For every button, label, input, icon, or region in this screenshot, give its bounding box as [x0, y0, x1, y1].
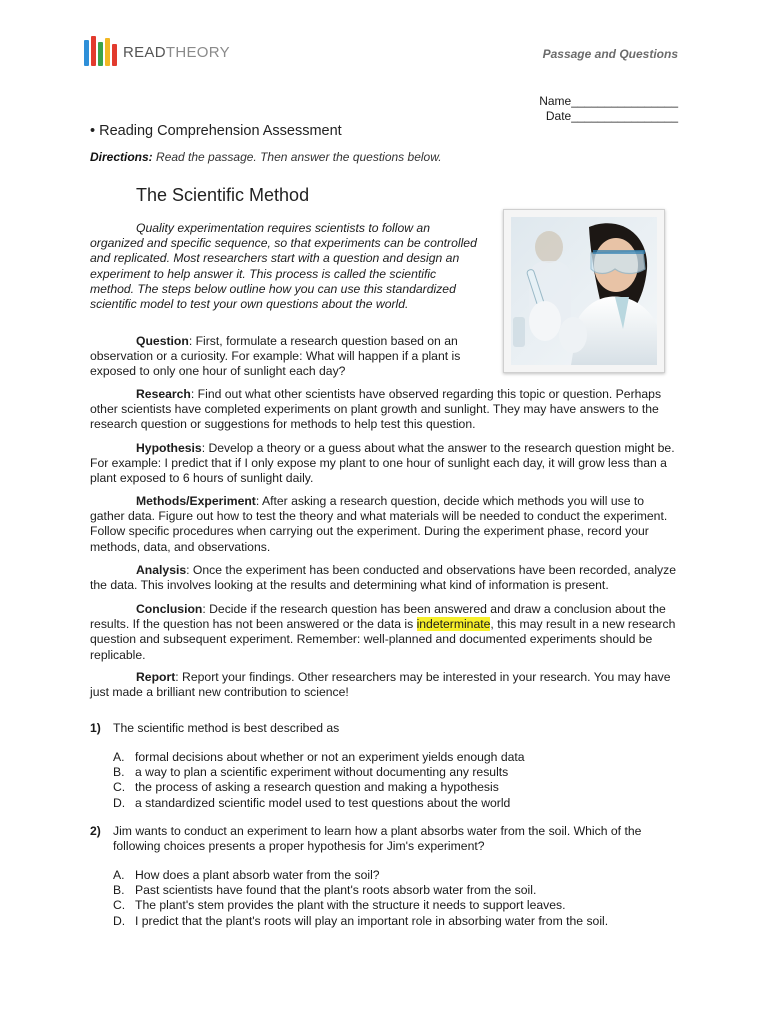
step-analysis: [90, 563, 680, 593]
step-research-term: Research: [136, 387, 191, 401]
readtheory-logo: [84, 34, 230, 66]
option-text: I predict that the plant's roots will play an important role in absorbing water from the soil.: [135, 913, 609, 928]
step-conclusion-text-a: : Decide if the research question has been answered and draw a conclusion about the results. If the question has not been answered or the data is: [90, 602, 666, 632]
assessment-title: • Reading Comprehension Assessment: [90, 123, 342, 139]
answer-option[interactable]: [113, 796, 680, 811]
answer-option[interactable]: [113, 898, 680, 913]
step-research-text: : Find out what other scientists have observed regarding this topic or question. Perhaps other scientists have completed experiments on plant growth and sunlight. They may have answers to the research question or suggestions for methods to help test this question.: [90, 387, 662, 432]
passage-intro: Quality experimentation requires scientists to follow an organized and specific sequence, so that experiments can be controlled and replicated. Most researchers start with a question and design an experiment to help answer it. This process is called the scientific method. The steps below outline how you can use this standardized scientific model to test your own questions about the world.: [90, 221, 477, 312]
answer-option[interactable]: [113, 765, 680, 780]
step-question-text: : First, formulate a research question based on an observation or a curiosity. For example: What will happen if a plant is exposed to only one hour of sunlight each day?: [90, 334, 461, 379]
step-hypothesis: [90, 441, 680, 487]
answer-option[interactable]: [113, 868, 680, 883]
highlighted-word: indeterminate: [416, 617, 491, 632]
step-analysis-text: : Once the experiment has been conducted and observations have been recorded, analyze the data. This involves looking at the results and determining what kind of information is present.: [90, 563, 676, 593]
scientist-image: [511, 217, 657, 365]
option-text: formal decisions about whether or not an experiment yields enough data: [135, 750, 525, 764]
step-hypothesis-text: : Develop a theory or a guess about what the answer to the research question might be. For example: I predict that if I only expose my plant to one hour of sunlight each day, it will grow less than a plant exposed to 6 hours of sunlight daily.: [90, 441, 675, 486]
directions-label: Directions:: [90, 150, 153, 164]
option-text: Past scientists have found that the plant's roots absorb water from the soil.: [135, 883, 537, 898]
option-letter: D.: [113, 913, 126, 928]
logo-wordmark: READTHEORY: [123, 43, 230, 61]
scientist-photo: [503, 209, 665, 373]
name-line: Name________________: [539, 94, 678, 108]
step-analysis-term: Analysis: [136, 563, 187, 577]
step-conclusion-term: Conclusion: [136, 602, 203, 616]
question-text: Jim wants to conduct an experiment to learn how a plant absorbs water from the soil. Which of the following choices presents a proper hypothesis for Jim's experiment?: [113, 824, 642, 854]
option-letter: C.: [113, 780, 126, 795]
step-report: [90, 670, 680, 700]
question-text: The scientific method is best described as: [113, 721, 340, 735]
page-header: [84, 34, 678, 68]
step-conclusion-text-b: , this may result in a new research question and subsequent experiment. Remember: well-planned and documented experiments should be replicable.: [90, 617, 676, 662]
step-question: [90, 334, 480, 380]
question-number: 1): [90, 721, 101, 735]
option-letter: B.: [113, 883, 125, 898]
question-number: 2): [90, 824, 101, 838]
option-text: a way to plan a scientific experiment without documenting any results: [135, 765, 509, 780]
directions: [90, 150, 442, 164]
name-date-block: [539, 94, 678, 124]
answer-option[interactable]: [113, 750, 680, 765]
option-letter: D.: [113, 795, 126, 810]
question-2: [90, 824, 680, 856]
option-letter: A.: [113, 868, 125, 882]
option-letter: C.: [113, 898, 126, 913]
option-text: a standardized scientific model used to test questions about the world: [135, 795, 511, 810]
option-letter: A.: [113, 750, 125, 764]
step-report-term: Report: [136, 670, 176, 684]
step-hypothesis-term: Hypothesis: [136, 441, 202, 455]
step-methods-term: Methods/Experiment: [136, 494, 256, 508]
step-conclusion: [90, 602, 680, 663]
page-type-label: Passage and Questions: [542, 47, 678, 61]
answer-option[interactable]: [113, 780, 680, 795]
step-methods: [90, 494, 680, 555]
passage-title: The Scientific Method: [136, 185, 310, 205]
question-1: [90, 721, 680, 737]
answer-option[interactable]: [113, 914, 680, 929]
step-research: [90, 387, 680, 433]
date-line: Date________________: [545, 109, 678, 123]
books-logo-icon: [84, 34, 117, 66]
step-report-text: : Report your findings. Other researchers may be interested in your research. You may have just made a brilliant new contribution to science!: [90, 670, 671, 700]
question-2-options: [113, 868, 680, 929]
option-text: the process of asking a research question and making a hypothesis: [135, 780, 499, 795]
option-text: How does a plant absorb water from the soil?: [135, 868, 380, 882]
question-1-options: [113, 750, 680, 811]
directions-text: Read the passage. Then answer the questions below.: [152, 150, 442, 164]
step-question-term: Question: [136, 334, 189, 348]
option-text: The plant's stem provides the plant with the structure it needs to support leaves.: [135, 898, 566, 913]
option-letter: B.: [113, 765, 125, 780]
answer-option[interactable]: [113, 883, 680, 898]
step-methods-text: : After asking a research question, decide which methods you will use to gather data. Figure out how to test the theory and what materials will be needed to conduct the experiment. Follow specific procedures when carrying out the experiment. During the experiment phase, record your methods, data, and observations.: [90, 494, 668, 554]
